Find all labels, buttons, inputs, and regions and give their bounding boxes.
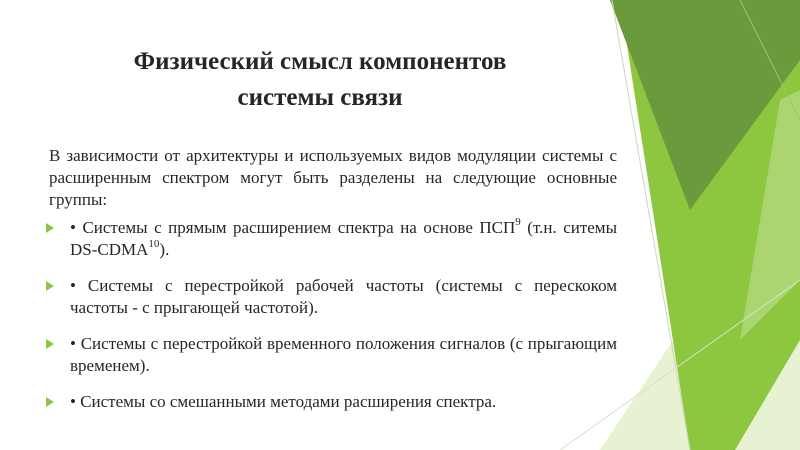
footnote-ref: 10 xyxy=(148,238,160,251)
bullet-text: • Системы с прямым расширением спектра на основе ПСП xyxy=(70,218,516,237)
list-item xyxy=(46,333,617,377)
list-item xyxy=(46,275,617,319)
bullet-text: • Системы с перестройкой рабочей частоты (системы с перескоком частоты - с прыгающей частотой). xyxy=(70,276,617,317)
list-item xyxy=(46,217,617,261)
triangle-bullet-icon xyxy=(46,223,54,233)
footnote-ref: 9 xyxy=(515,216,521,229)
bullet-text: ). xyxy=(159,240,170,259)
bullet-list xyxy=(49,217,617,413)
bullet-text: • Системы с перестройкой временного положения сигналов (с прыгающим временем). xyxy=(70,334,617,375)
bullet-text: • Системы со смешанными методами расширения спектра. xyxy=(70,392,497,411)
title-line-2: системы связи xyxy=(237,84,403,111)
slide-content xyxy=(49,145,617,413)
title-line-1: Физический смысл компонентов xyxy=(133,48,507,75)
list-item xyxy=(46,391,617,413)
intro-paragraph: В зависимости от архитектуры и используемых видов модуляции системы с расширенным спектром могут быть разделены на следующие основные группы: xyxy=(49,146,617,209)
slide-title xyxy=(60,44,580,116)
triangle-bullet-icon xyxy=(46,339,54,349)
triangle-bullet-icon xyxy=(46,397,54,407)
triangle-bullet-icon xyxy=(46,281,54,291)
bullet-text: (т.н. ситемы DS-CDMA xyxy=(70,218,617,259)
